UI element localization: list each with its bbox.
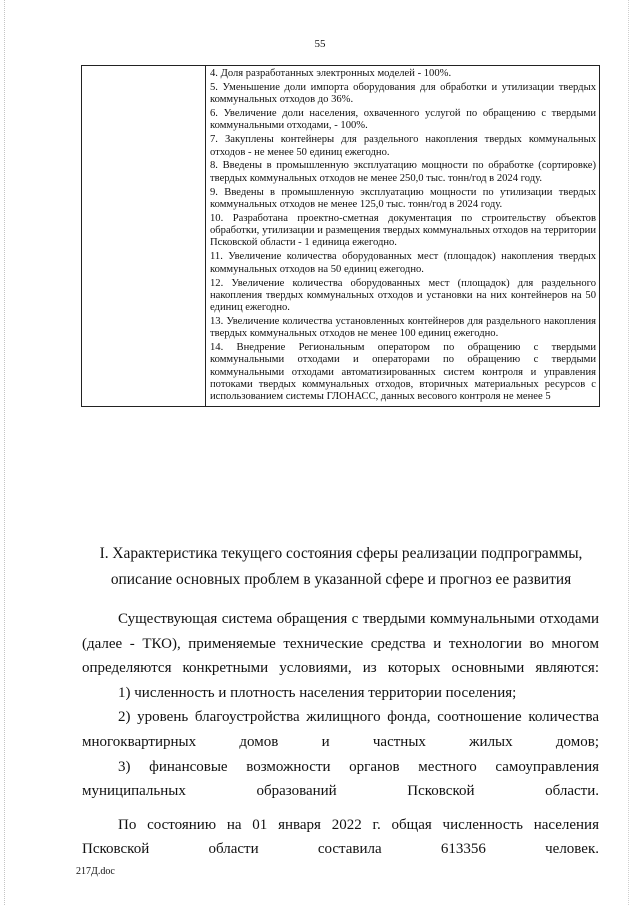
- table-left-cell: [82, 66, 206, 407]
- list-item: 12. Увеличение количества оборудованных мест (площадок) для раздельного накопления твердых коммунальных отходов и установки на них контейнеров на 50 единиц ежегодно.: [210, 277, 596, 314]
- list-item: 10. Разработана проектно-сметная документация по строительству объектов обработки, утилизации и размещения твердых коммунальных отходов на территории Псковской области - 1 единица ежегодно.: [210, 212, 596, 249]
- list-item: 9. Введены в промышленную эксплуатацию мощности по утилизации твердых коммунальных отходов не менее 125,0 тыс. тонн/год в 2024 году.: [210, 186, 596, 210]
- list-item: 11. Увеличение количества оборудованных мест (площадок) накопления твердых коммунальных отходов на 50 единиц ежегодно.: [210, 251, 596, 275]
- list-item: 6. Увеличение доли населения, охваченного услугой по обращению с твердыми коммунальными отходами, - 100%.: [210, 108, 596, 132]
- list-item: 7. Закуплены контейнеры для раздельного накопления твердых коммунальных отходов - не менее 50 единиц ежегодно.: [210, 134, 596, 158]
- targets-table: [81, 65, 600, 407]
- table-right-cell: [206, 66, 600, 407]
- table-row: [82, 66, 600, 407]
- paragraph-item-2: 2) уровень благоустройства жилищного фонда, соотношение количества многоквартирных домов и частных жилых домов;: [82, 709, 599, 750]
- list-item: 13. Увеличение количества установленных контейнеров для раздельного накопления твердых коммунальных отходов не менее 100 единиц ежегодно.: [210, 315, 596, 340]
- document-footer: 217Д.doc: [76, 866, 115, 877]
- section-heading: [82, 541, 600, 593]
- paragraph-intro: Существующая система обращения с твердыми коммунальными отходами (далее - ТКО), применяемые технические средства и технологии во многом определяются конкретными условиями, из которых основными являются:: [82, 611, 599, 677]
- left-margin-scan-dots: [4, 0, 6, 905]
- list-item: 5. Уменьшение доли импорта оборудования для обработки и утилизации твердых коммунальных отходов до 36%.: [210, 81, 596, 106]
- paragraph-population: По состоянию на 01 января 2022 г. общая численность населения Псковской области составила 613356 человек.: [82, 816, 599, 858]
- list-item: 14. Внедрение Региональным оператором по обращению с твердыми коммунальными отходами и операторами по обращению с твердыми коммунальными отходами автоматизированных систем контроля и управления потоками твердых коммунальных отходов, вторичных материальных ресурсов с использованием системы ГЛОНАСС, данных весового контроля не менее 5: [210, 342, 596, 403]
- right-margin-scan-dots: [628, 0, 630, 905]
- body-text: [82, 607, 599, 862]
- list-item: 8. Введены в промышленную эксплуатацию мощности по обработке (сортировке) твердых коммунальных отходов не менее 250,0 тыс. тонн/год в 2024 году.: [210, 160, 596, 184]
- paragraph-item-3: 3) финансовые возможности органов местного самоуправления муниципальных образований Псковской области.: [82, 758, 599, 800]
- page-number: 55: [314, 38, 326, 50]
- list-item: 4. Доля разработанных электронных моделей - 100%.: [210, 68, 452, 79]
- paragraph-item-1: 1) численность и плотность населения территории поселения;: [118, 684, 517, 701]
- section-heading-line-1: I. Характеристика текущего состояния сферы реализации подпрограммы,: [99, 545, 583, 562]
- section-heading-line-2: описание основных проблем в указанной сфере и прогноз ее развития: [110, 571, 572, 588]
